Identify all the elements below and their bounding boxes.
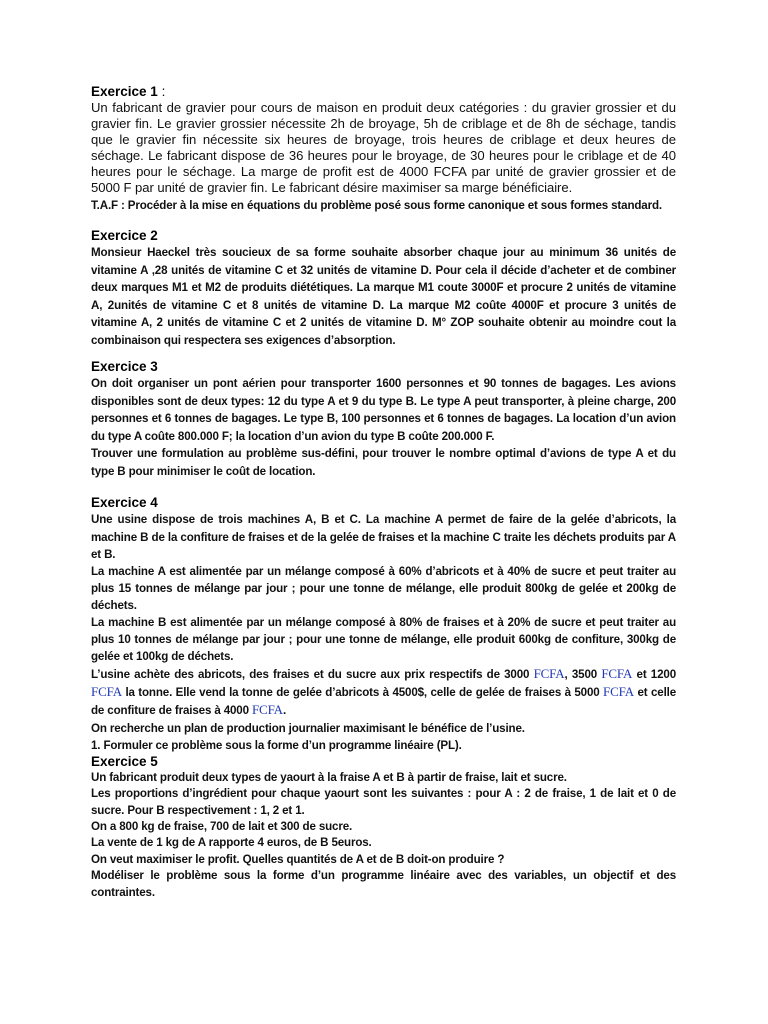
exercise-1 <box>91 84 676 217</box>
exercise-1-title: Exercice 1 : <box>91 84 166 99</box>
exercise-5-paragraph: On veut maximiser le profit. Quelles quantités de A et de B doit-on produire ? <box>91 852 505 866</box>
exercise-4-paragraph: On recherche un plan de production journalier maximisant le bénéfice de l’usine. <box>91 721 525 735</box>
exercise-5-question: Modéliser le problème sous la forme d’un programme linéaire avec des variables, un objectif et des contraintes. <box>91 869 676 899</box>
currency-fcfa: FCFA <box>533 666 565 682</box>
exercise-1-body: Un fabricant de gravier pour cours de maison en produit deux catégories : du gravier grossier et du gravier fin. Le gravier grossier nécessite 2h de broyage, 5h de criblage et de 8h de séchage, tandis que le gravier fin nécessite six heures de broyage, trois heures de criblage et deux heures de séchage. Le fabricant dispose de 36 heures pour le broyage, de 30 heures pour le criblage et de 40 heures pour le séchage. La marge de profit est de 4000 FCFA par unité de gravier grossier et de 5000 F par unité de gravier fin. Le fabricant désire maximiser sa marge bénéficiaire. <box>91 100 676 195</box>
exercise-5-paragraph: Les proportions d’ingrédient pour chaque yaourt sont les suivantes : pour A : 2 de fraise, 1 de lait et 0 de sucre. Pour B respectivement : 1, 2 et 1. <box>91 787 676 817</box>
spacer <box>91 480 676 495</box>
exercise-5-paragraph: On a 800 kg de fraise, 700 de lait et 300 de sucre. <box>91 819 353 833</box>
exercise-4-paragraph: La machine B est alimentée par un mélange composé à 80% de fraises et à 20% de sucre et peut traiter au plus 10 tonnes de mélange par jour ; pour une tonne de mélange, elle produit 600kg de confiture, 300kg de gelée et 100kg de déchets. <box>91 616 676 664</box>
exercise-5 <box>91 754 676 901</box>
exercise-3-title: Exercice 3 <box>91 359 158 375</box>
exercise-4 <box>91 495 676 753</box>
exercise-2 <box>91 228 676 349</box>
exercise-4-paragraph: Une usine dispose de trois machines A, B et C. La machine A permet de faire de la gelée d’abricots, la machine B de la confiture de fraises et de la gelée de fraises et la machine C traite les déchets produits par A et B. <box>91 513 676 561</box>
exercise-5-paragraph: Un fabricant produit deux types de yaourt à la fraise A et B à partir de fraise, lait et sucre. <box>91 770 567 784</box>
exercise-5-title: Exercice 5 <box>91 753 158 769</box>
exercise-4-title: Exercice 4 <box>91 495 158 511</box>
exercise-4-paragraph: La machine A est alimentée par un mélange composé à 60% d’abricots et à 40% de sucre et peut traiter au plus 15 tonnes de mélange par jour ; pour une tonne de mélange, elle produit 800kg de gelée et 200kg de déchets. <box>91 564 676 612</box>
exercise-2-body: Monsieur Haeckel très soucieux de sa forme souhaite absorber chaque jour au minimum 36 unités de vitamine A ,28 unités de vitamine C et 32 unités de vitamine D. Pour cela il décide d’acheter et de combiner deux marques M1 et M2 de produits diététiques. La marque M1 coute 3000F et procure 2 unités de vitamine A, 2unités de vitamine C et 8 unités de vitamine D. La marque M2 coûte 4000F et procure 3 unités de vitamine A, 2 unités de vitamine C et 2 unités de vitamine D. M° ZOP souhaite obtenir au moindre cout la combinaison qui respectera ses exigences d’absorption. <box>91 246 676 347</box>
spacer <box>91 217 676 228</box>
spacer <box>91 349 676 359</box>
exercise-3-body: On doit organiser un pont aérien pour transporter 1600 personnes et 90 tonnes de bagages. Les avions disponibles sont de deux types: 12 du type A et 9 du type B. Le type A peut transporter, à pleine charge, 200 personnes et 6 tonnes de bagages. Le type B, 100 personnes et 6 tonnes de bagages. La location d’un avion du type A coûte 800.000 F; la location d’un avion du type B coûte 200.000 F. <box>91 377 676 443</box>
exercise-4-question: 1. Formuler ce problème sous la forme d’un programme linéaire (PL). <box>91 738 462 752</box>
exercise-3-question: Trouver une formulation au problème sus-défini, pour trouver le nombre optimal d’avions de type A et du type B pour minimiser le coût de location. <box>91 447 676 478</box>
exercise-5-paragraph: La vente de 1 kg de A rapporte 4 euros, de B 5euros. <box>91 836 372 850</box>
currency-fcfa: FCFA <box>603 684 635 700</box>
exercise-4-prices-paragraph: L’usine achète des abricots, des fraises et du sucre aux prix respectifs de 3000 FCFA, 3500 FCFA et 1200 FCFA la tonne. Elle vend la tonne de gelée d’abricots à 4500$, celle de gelée de fraises à 5000 FCFA et celle de confiture de fraises à 4000 FCFA. <box>91 666 677 718</box>
currency-fcfa: FCFA <box>91 684 122 700</box>
exercise-1-task: T.A.F : Procéder à la mise en équations du problème posé sous forme canonique et sous formes standard. <box>91 199 662 213</box>
exercise-3 <box>91 359 676 480</box>
currency-fcfa: FCFA <box>251 702 283 718</box>
exercise-2-title: Exercice 2 <box>91 228 158 244</box>
document-page <box>91 84 676 901</box>
currency-fcfa: FCFA <box>601 666 633 682</box>
